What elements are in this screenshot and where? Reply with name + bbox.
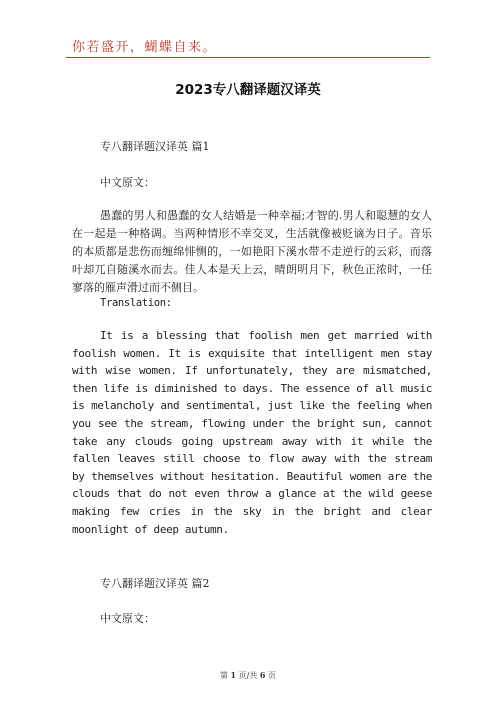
footer-suffix: 页 <box>265 671 277 680</box>
header-divider <box>66 57 430 58</box>
section1-heading: 专八翻译题汉译英 篇1 <box>100 140 210 153</box>
header-motto: 你若盛开，蝴蝶自来。 <box>72 40 218 55</box>
section2-source-label: 中文原文： <box>100 612 155 625</box>
section1-translation-label: Translation: <box>100 297 172 309</box>
section1-source-label: 中文原文： <box>100 176 155 189</box>
section1-translation-text: It is a blessing that foolish men get married with foolish women. It is exquisite that intelligent men stay with wise women. If unfortunately, they are mismatched, then life is diminished to days. The essence of all music is melancholy and sentimental, just like the feeling when you see the stream, flowing under the bright sun, cannot take any clouds going upstream away with it while the fallen leaves still choose to flow away with the stream by themselves without hesitation. Beautiful women are the clouds that do not even throw a glance at the wild geese making few cries in the sky in the bright and clear moonlight of deep autumn. <box>72 329 432 536</box>
section2-heading: 专八翻译题汉译英 篇2 <box>100 577 210 590</box>
footer-prefix: 第 <box>219 671 231 680</box>
section1-source-text: 愚蠢的男人和愚蠢的女人结婚是一种幸福;才智的.男人和聪慧的女人在一起是一种格调。当两种情形不幸交叉，生活就像被贬谪为日子。音乐的本质都是悲伤而缠绵悱恻的，一如艳阳下溪水带不走逆行的云彩，而落叶却兀自随溪水而去。佳人本是天上云，晴朗明月下，秋色正浓时，一任寥落的雁声滑过而不侧目。 <box>72 209 432 294</box>
footer-current-page: 1 <box>230 670 237 680</box>
footer-middle: 页/共 <box>236 671 260 680</box>
page-footer <box>0 670 496 681</box>
footer-total-pages: 6 <box>259 670 266 680</box>
document-title: 2023专八翻译题汉译英 <box>175 82 321 98</box>
